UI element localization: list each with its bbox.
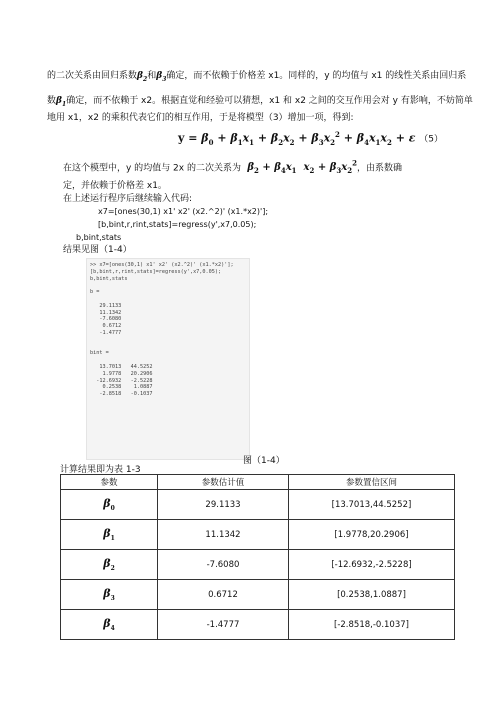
param-cell: $\beta_3$ [61,580,158,610]
paragraph-line: 地用 x1，x2 的乘积代表它们的相互作用，于是将模型（3）增加一项，得到: [47,113,354,123]
code-line: [b,bint,r,rint,stats]=regress(y',x7,0.05); [98,220,257,229]
interval-cell: [-2.8518,-0.1037] [289,610,455,640]
param-cell: $\beta_2$ [61,550,158,580]
paragraph-line: 在这个模型中，y 的均值与 2x 的二次关系为 $\beta_2 + \beta_4x_1$ $x_2 + \beta_3x_2^2$，由系数确 [63,159,402,176]
beta-symbol: $\beta_1$ [56,96,67,108]
interval-cell: [-12.6932,-2.5228] [289,550,455,580]
paragraph-line: 数$\beta_1$确定，而不依赖于 x2。根据直觉和经验可以猜想，x1 和 x2 之间的交互作用会对 y 有影响，不妨简单 [47,96,473,108]
estimate-cell: 0.6712 [158,580,289,610]
table-row [61,490,455,520]
paragraph-line: 定，并依赖于价格差 x1。 [63,181,167,191]
matlab-output-screenshot [86,258,250,460]
result-reference: 结果见图（1-4） [63,245,132,255]
paragraph-line: 在上述运行程序后继续输入代码: [63,194,193,204]
table-row [61,550,455,580]
equation-number: （5） [419,134,444,145]
interval-cell: [1.9778,20.2906] [289,520,455,550]
matlab-output-text: >> x7=[ones(30,1) x1' x2' (x2.^2)' (x1.*x2)']; [b,bint,r,rint,stats]=regress(y',x7,0.05); b,bint,stats b = 29.1133 11.1342 -7.6080 0.6712 -1.4777 bint = 13.7013 44.5252 1.9778 20.2906 -12.6932 -2.5228 0.2538 1.0887 -2.8518 -0.1037 [90,262,234,398]
table-row [61,520,455,550]
beta-symbol: $\beta_2$ [137,71,148,83]
equation-5: $y = \beta_0 + \beta_1x_1 + \beta_2x_2 + \beta_3x_2^2 + \beta_4x_1x_2 + \varepsilon$ （5） [178,130,444,147]
column-header: 参数 [61,475,158,490]
code-line: b,bint,stats [76,233,122,242]
table-row [61,610,455,640]
beta-symbol: $\beta_3$ [156,71,167,83]
interval-cell: [13.7013,44.5252] [289,490,455,520]
results-table [60,474,455,640]
estimate-cell: 29.1133 [158,490,289,520]
table-row [61,580,455,610]
inline-formula: $\beta_2 + \beta_4x_1$ $x_2 + \beta_3x_2^2$ [247,159,357,176]
column-header: 参数估计值 [158,475,289,490]
table-caption: 计算结果即为表 1-3 [60,465,141,475]
estimate-cell: 11.1342 [158,520,289,550]
column-header: 参数置信区间 [289,475,455,490]
paragraph-line: 的二次关系由回归系数$\beta_2$和$\beta_3$确定，而不依赖于价格差 x1。同样的，y 的均值与 x1 的线性关系由回归系 [47,71,467,83]
estimate-cell: -1.4777 [158,610,289,640]
figure-caption: 图（1-4） [243,456,285,466]
code-line: x7=[ones(30,1) x1' x2' (x2.^2)' (x1.*x2)']; [98,207,269,216]
table-header-row [61,475,455,490]
param-cell: $\beta_1$ [61,520,158,550]
estimate-cell: -7.6080 [158,550,289,580]
param-cell: $\beta_0$ [61,490,158,520]
param-cell: $\beta_4$ [61,610,158,640]
interval-cell: [0.2538,1.0887] [289,580,455,610]
